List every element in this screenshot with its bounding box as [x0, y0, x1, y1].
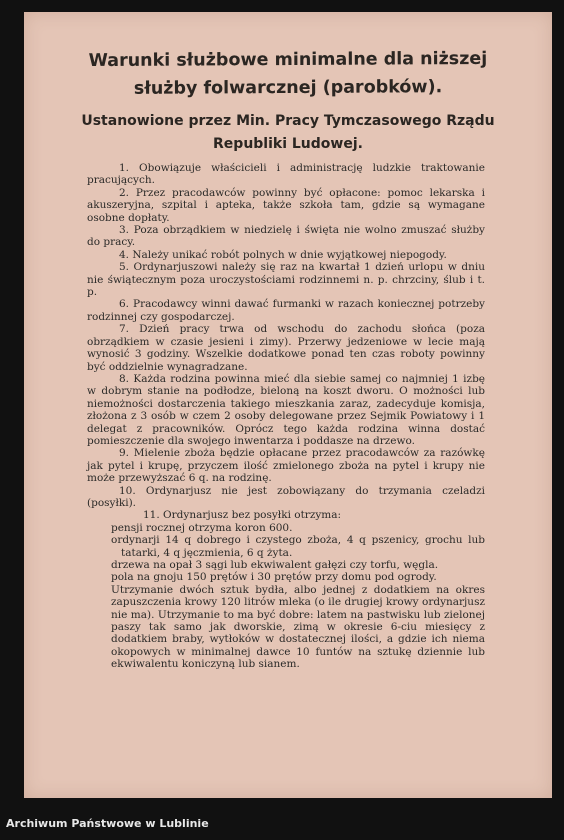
point-11 — [111, 509, 485, 670]
point-11-item-field: pola na gnoju 150 prętów i 30 prętów przy domu pod ogrody. — [111, 571, 437, 584]
subtitle-line-1: Ustanowione przez Min. Pracy Tymczasowego Rządu — [81, 113, 495, 129]
archive-label: Archiwum Państwowe w Lublinie — [6, 817, 209, 830]
point-10: 10. Ordynarjusz nie jest zobowiązany do trzymania czeladzi (posyłki). — [87, 484, 485, 509]
point-11-item-firewood: drzewa na opał 3 sągi lub ekwiwalent gałęzi czy torfu, węgla. — [111, 559, 439, 571]
title-line-1: Warunki służbowe minimalne dla niższej — [88, 48, 488, 72]
point-11-item-salary: pensji rocznej otrzyma koron 600. — [111, 521, 293, 534]
point-4: 4. Należy unikać robót polnych w dnie wyjątkowej niepogody. — [119, 248, 447, 261]
point-3: 3. Poza obrządkiem w niedzielę i święta nie wolno zmuszać służby do pracy. — [87, 224, 485, 249]
point-11-item-ordinary: ordynarji 14 q dobrego i czystego zboża, 4 q pszenicy, grochu lub tatarki, 4 q jęczmienia, 6 q żyta. — [111, 534, 485, 559]
point-6: 6. Pracodawcy winni dawać furmanki w razach koniecznej potrzeby rodzinnej czy gospodarczej. — [87, 298, 485, 323]
point-1: 1. Obowiązuje właścicieli i administrację ludzkie traktowanie pracujących. — [87, 162, 485, 187]
point-7: 7. Dzień pracy trwa od wschodu do zachodu słońca (poza obrządkiem w czasie jesieni i zimy). Przerwy jedzeniowe w lecie mają wynosić 3 godziny. Wszelkie dodatkowe ponad ten czas roboty powinny być oddzielnie wynagradzane. — [87, 323, 485, 373]
point-5: 5. Ordynarjuszowi należy się raz na kwartał 1 dzień urlopu w dniu nie świątecznym poza uroczystościami rodzinnemi n. p. chrzciny, ślub i t. p. — [87, 261, 485, 299]
subtitle-line-2: Republiki Ludowej. — [213, 136, 363, 152]
point-8: 8. Każda rodzina powinna mieć dla siebie samej co najmniej 1 izbę w dobrym stanie na podłodze, bieloną na koszt dworu. O możności lub niemożności dostarczenia takiego mieszkania zaraz, zadecyduje komisja, złożona z 3 osób w czem 2 osoby delegowane przez Sejmik Powiatowy i 1 delegat z pracowników. Oprócz tego każda rodzina winna dostać pomieszczenie dla swojego inwentarza i poddasze na drzewo. — [87, 372, 485, 447]
document-subtitle — [24, 110, 552, 156]
point-11-item-cattle: Utrzymanie dwóch sztuk bydła, albo jednej z dodatkiem na okres zapuszczenia krowy 120 litrów mleka (o ile drugiej krowy ordynarjusz nie ma). Utrzymanie to ma być dobre: latem na pastwisku lub zielonej paszy tak samo jak dworskie, zimą w okresie 6-ciu miesięcy z dodatkiem braby, wytłoków w dostatecznej ilości, a gdzie ich niema okopowych w minimalnej dawce 10 funtów na sztukę dziennie lub ekwiwalentu koniczyną lub sianem. — [111, 583, 485, 671]
point-9: 9. Mielenie zboża będzie opłacane przez pracodawców za razówkę jak pytel i krupę, przyczem ilość zmielonego zboża na pytel i krupy nie może przewyższać 6 q. na rodzinę. — [87, 447, 485, 485]
title-line-2: służby folwarcznej (parobków). — [133, 77, 443, 99]
point-11-lead: 11. Ordynarjusz bez posyłki otrzyma: — [143, 509, 342, 522]
point-2: 2. Przez pracodawców powinny być opłacone: pomoc lekarska i akuszeryjna, szpital i apteka, także szkoła tam, gdzie są wymagane osobne dopłaty. — [87, 186, 485, 224]
document-title — [24, 45, 552, 104]
document-body — [87, 162, 485, 671]
document-sheet — [24, 12, 552, 798]
